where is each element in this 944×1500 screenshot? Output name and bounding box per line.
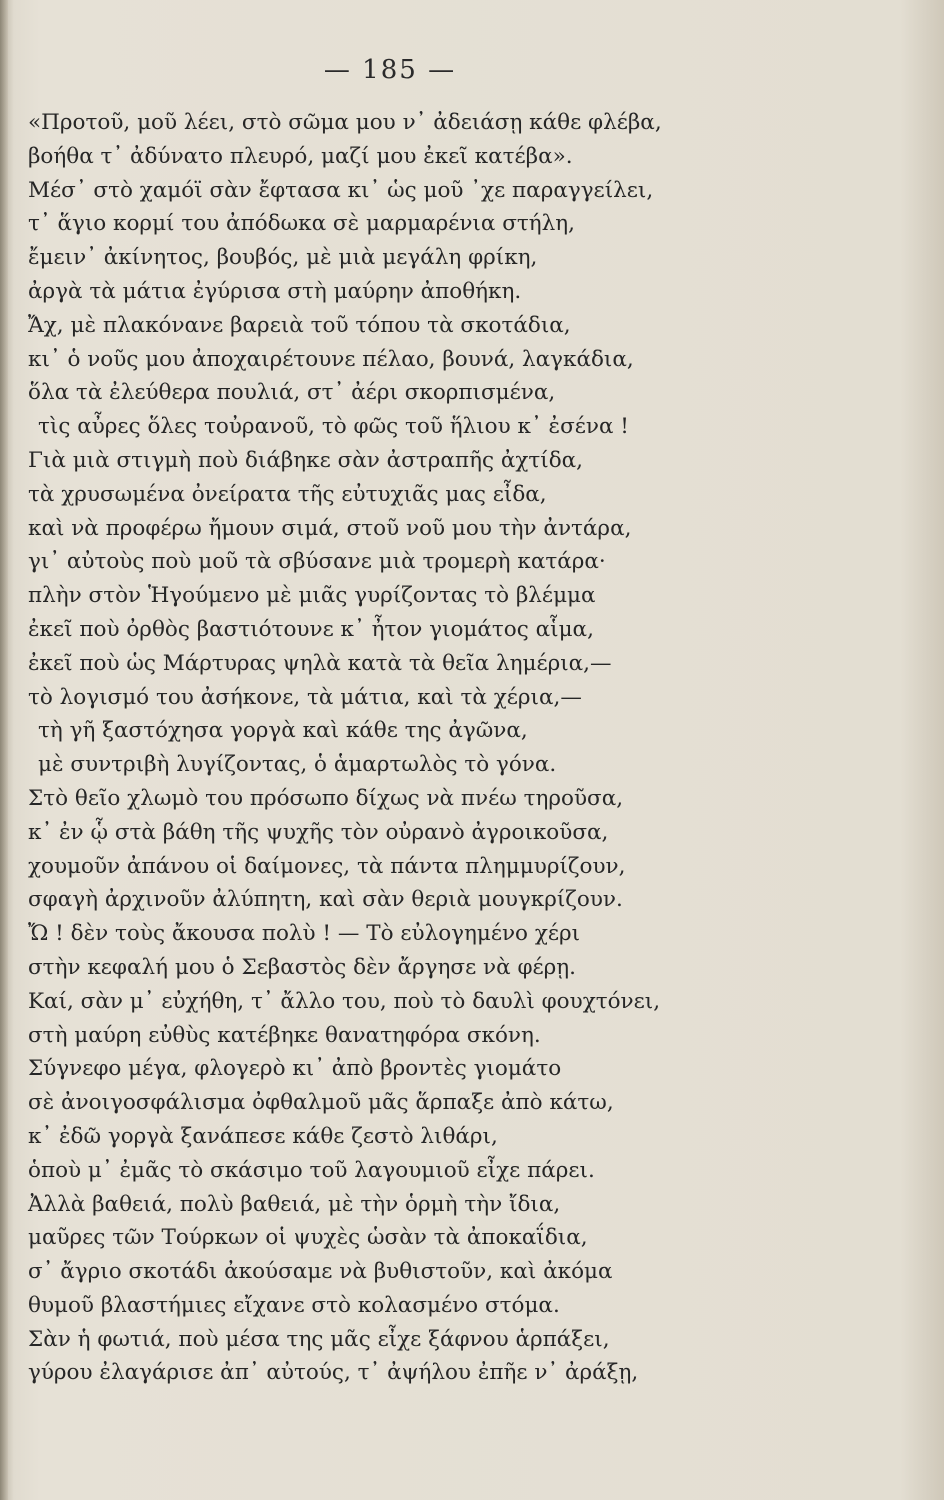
poem-line: τὴ γῆ ξαστόχησα γοργὰ καὶ κάθε της ἀγῶνα, xyxy=(38,718,528,744)
poem-line: σὲ ἀνοιγοσφάλισμα ὀφθαλμοῦ μᾶς ἅρπαξε ἀπὸ κάτω, xyxy=(28,1090,614,1116)
poem-line: στὴν κεφαλή μου ὁ Σεβαστὸς δὲν ἄργησε νὰ φέρῃ. xyxy=(28,954,577,980)
poem-line: «Προτοῦ, μοῦ λέει, στὸ σῶμα μου ν᾿ ἀδειάσῃ κάθε φλέβα, xyxy=(28,110,662,135)
poem-line: σφαγὴ ἀρχινοῦν ἀλύπητη, καὶ σὰν θεριὰ μουγκρίζουν. xyxy=(28,887,623,913)
poem-line: καὶ νὰ προφέρω ἤμουν σιμά, στοῦ νοῦ μου τὴν ἀντάρα, xyxy=(28,515,632,541)
poem-line: κι᾿ ὁ νοῦς μου ἀποχαιρέτουνε πέλαο, βουνά, λαγκάδια, xyxy=(28,346,634,372)
poem-line: Σύγνεφο μέγα, φλογερὸ κι᾿ ἀπὸ βροντὲς γιομάτο xyxy=(28,1056,562,1082)
poem-line: μαῦρες τῶν Τούρκων οἱ ψυχὲς ὡσὰν τὰ ἀποκαΐδια, xyxy=(28,1225,588,1251)
poem-line: κ᾿ ἐδῶ γοργὰ ξανάπεσε κάθε ζεστὸ λιθάρι, xyxy=(28,1123,498,1149)
poem-line: θυμοῦ βλαστήμιες εἴχανε στὸ κολασμένο στόμα. xyxy=(28,1292,560,1318)
poem-line: Στὸ θεῖο χλωμὸ του πρόσωπο δίχως νὰ πνέω τηροῦσα, xyxy=(28,785,624,811)
poem-line: τὶς αὖρες ὅλες τοὐρανοῦ, τὸ φῶς τοῦ ἥλιου κ᾿ ἐσένα ! xyxy=(38,414,629,440)
page-number: — 185 — xyxy=(323,55,457,85)
poem-line: πλὴν στὸν Ἡγούμενο μὲ μιᾶς γυρίζοντας τὸ βλέμμα xyxy=(28,583,596,609)
poem-line: χουμοῦν ἀπάνου οἱ δαίμονες, τὰ πάντα πλημμυρίζουν, xyxy=(28,853,626,879)
poem-line: ὅλα τὰ ἐλεύθερα πουλιά, στ᾿ ἀέρι σκορπισμένα, xyxy=(28,380,556,406)
poem-line: κ᾿ ἐν ᾧ στὰ βάθη τῆς ψυχῆς τὸν οὐρανὸ ἀγροικοῦσα, xyxy=(28,819,609,845)
poem-line: τὰ χρυσωμένα ὀνείρατα τῆς εὐτυχιᾶς μας εἶδα, xyxy=(28,481,547,507)
poem-line: στὴ μαύρη εὐθὺς κατέβηκε θανατηφόρα σκόνη. xyxy=(28,1022,541,1048)
poem-line: γύρου ἐλαγάρισε ἀπ᾿ αὐτούς, τ᾿ ἀψήλου ἐπῆε ν᾿ ἀράξῃ, xyxy=(28,1360,639,1386)
poem-line: ἐκεῖ ποὺ ὡς Μάρτυρας ψηλὰ κατὰ τὰ θεῖα λημέρια,— xyxy=(28,650,612,676)
poem-line: μὲ συντριβὴ λυγίζοντας, ὁ ἁμαρτωλὸς τὸ γόνα. xyxy=(38,752,557,778)
poem-line: Μέσ᾿ στὸ χαμόϊ σὰν ἔφτασα κι᾿ ὡς μοῦ ᾿χε παραγγείλει, xyxy=(28,177,654,203)
poem-line: Ἄχ, μὲ πλακόνανε βαρειὰ τοῦ τόπου τὰ σκοτάδια, xyxy=(28,312,571,338)
poem-line: τὸ λογισμό του ἀσήκονε, τὰ μάτια, καὶ τὰ χέρια,— xyxy=(28,684,582,710)
poem-line: ἀργὰ τὰ μάτια ἐγύρισα στὴ μαύρην ἀποθήκη. xyxy=(28,278,522,304)
poem-text xyxy=(28,106,728,1390)
poem-line: Σὰν ἡ φωτιά, ποὺ μέσα της μᾶς εἶχε ξάφνου ἁρπάξει, xyxy=(28,1326,610,1352)
poem-line: Ὤ ! δὲν τοὺς ἄκουσα πολὺ ! — Τὸ εὐλογημένο χέρι xyxy=(28,921,581,947)
poem-line: ὁποὺ μ᾿ ἐμᾶς τὸ σκάσιμο τοῦ λαγουμιοῦ εἶχε πάρει. xyxy=(28,1157,595,1183)
poem-line: σ᾿ ἄγριο σκοτάδι ἀκούσαμε νὰ βυθιστοῦν, καὶ ἀκόμα xyxy=(28,1259,613,1285)
poem-line: γι᾿ αὐτοὺς ποὺ μοῦ τὰ σβύσανε μιὰ τρομερὴ κατάρα· xyxy=(28,549,606,575)
poem-line: ἐκεῖ ποὺ ὀρθὸς βαστιότουνε κ᾿ ἦτον γιομάτος αἷμα, xyxy=(28,616,594,642)
page-binding-edge xyxy=(0,0,8,1500)
poem-line: βοήθα τ᾿ ἀδύνατο πλευρό, μαζί μου ἐκεῖ κατέβα». xyxy=(28,143,573,169)
poem-line: ἔμειν᾿ ἀκίνητος, βουβός, μὲ μιὰ μεγάλη φρίκη, xyxy=(28,245,538,271)
poem-line: Ἀλλὰ βαθειά, πολὺ βαθειά, μὲ τὴν ὁρμὴ τὴν ἴδια, xyxy=(28,1191,561,1217)
poem-line: τ᾿ ἅγιο κορμί του ἀπόδωκα σὲ μαρμαρένια στήλη, xyxy=(28,211,576,237)
poem-line: Γιὰ μιὰ στιγμὴ ποὺ διάβηκε σὰν ἀστραπῆς ἀχτίδα, xyxy=(28,447,583,473)
poem-line: Καί, σὰν μ᾿ εὐχήθη, τ᾿ ἄλλο του, ποὺ τὸ δαυλὶ φουχτόνει, xyxy=(28,988,661,1014)
